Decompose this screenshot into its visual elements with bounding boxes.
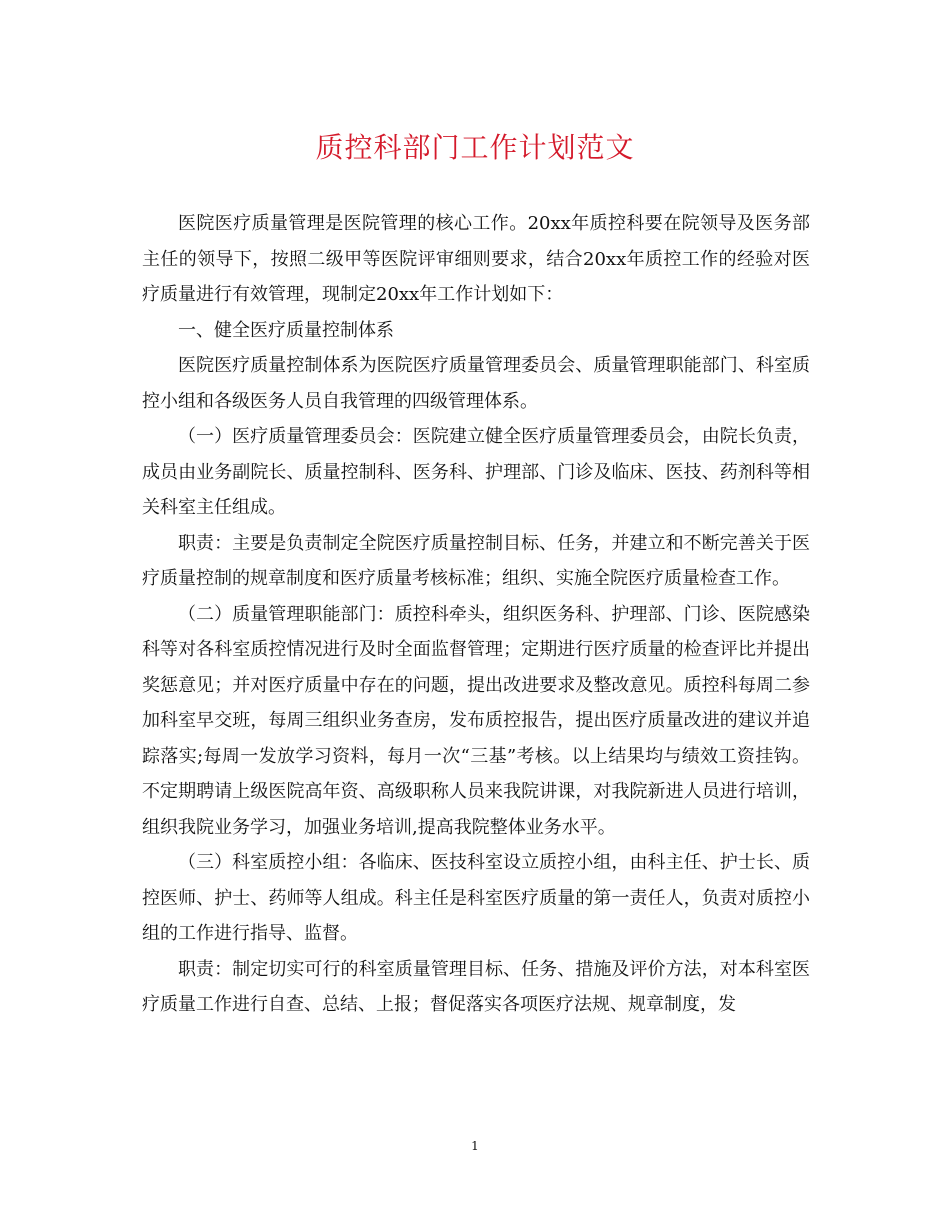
document-body	[142, 206, 810, 1023]
section-heading-1: 一、健全医疗质量控制体系	[178, 319, 394, 341]
document-title: 质控科部门工作计划范文	[315, 131, 635, 164]
paragraph-intro: 医院医疗质量管理是医院管理的核心工作。20xx年质控科要在院领导及医务部主任的领导下，按照二级甲等医院评审细则要求，结合20xx年质控工作的经验对医疗质量进行有效管理，现制定20xx年工作计划如下：	[142, 213, 810, 305]
paragraph-functional-departments: （二）质量管理职能部门：质控科牵头，组织医务科、护理部、门诊、医院感染科等对各科室质控情况进行及时全面监督管理；定期进行医疗质量的检查评比并提出奖惩意见；并对医疗质量中存在的问题，提出改进要求及整改意见。质控科每周二参加科室早交班，每周三组织业务查房，发布质控报告，提出医疗质量改进的建议并追踪落实;每周一发放学习资料，每月一次“三基”考核。以上结果均与绩效工资挂钩。不定期聘请上级医院高年资、高级职称人员来我院讲课，对我院新进人员进行培训，组织我院业务学习，加强业务培训,提高我院整体业务水平。	[142, 603, 810, 838]
paragraph-committee-duties: 职责：主要是负责制定全院医疗质量控制目标、任务，并建立和不断完善关于医疗质量控制的规章制度和医疗质量考核标准；组织、实施全院医疗质量检查工作。	[142, 532, 810, 589]
paragraph-system: 医院医疗质量控制体系为医院医疗质量管理委员会、质量管理职能部门、科室质控小组和各级医务人员自我管理的四级管理体系。	[142, 355, 810, 412]
paragraph-committee: （一）医疗质量管理委员会：医院建立健全医疗质量管理委员会，由院长负责，成员由业务副院长、质量控制科、医务科、护理部、门诊及临床、医技、药剂科等相关科室主任组成。	[142, 426, 810, 518]
paragraph-qc-group-duties: 职责：制定切实可行的科室质量管理目标、任务、措施及评价方法，对本科室医疗质量工作进行自查、总结、上报；督促落实各项医疗法规、规章制度，发	[142, 958, 810, 1015]
paragraph-department-qc-group: （三）科室质控小组：各临床、医技科室设立质控小组，由科主任、护士长、质控医师、护士、药师等人组成。科主任是科室医疗质量的第一责任人，负责对质控小组的工作进行指导、监督。	[142, 852, 810, 944]
page-number: 1	[471, 1139, 479, 1153]
